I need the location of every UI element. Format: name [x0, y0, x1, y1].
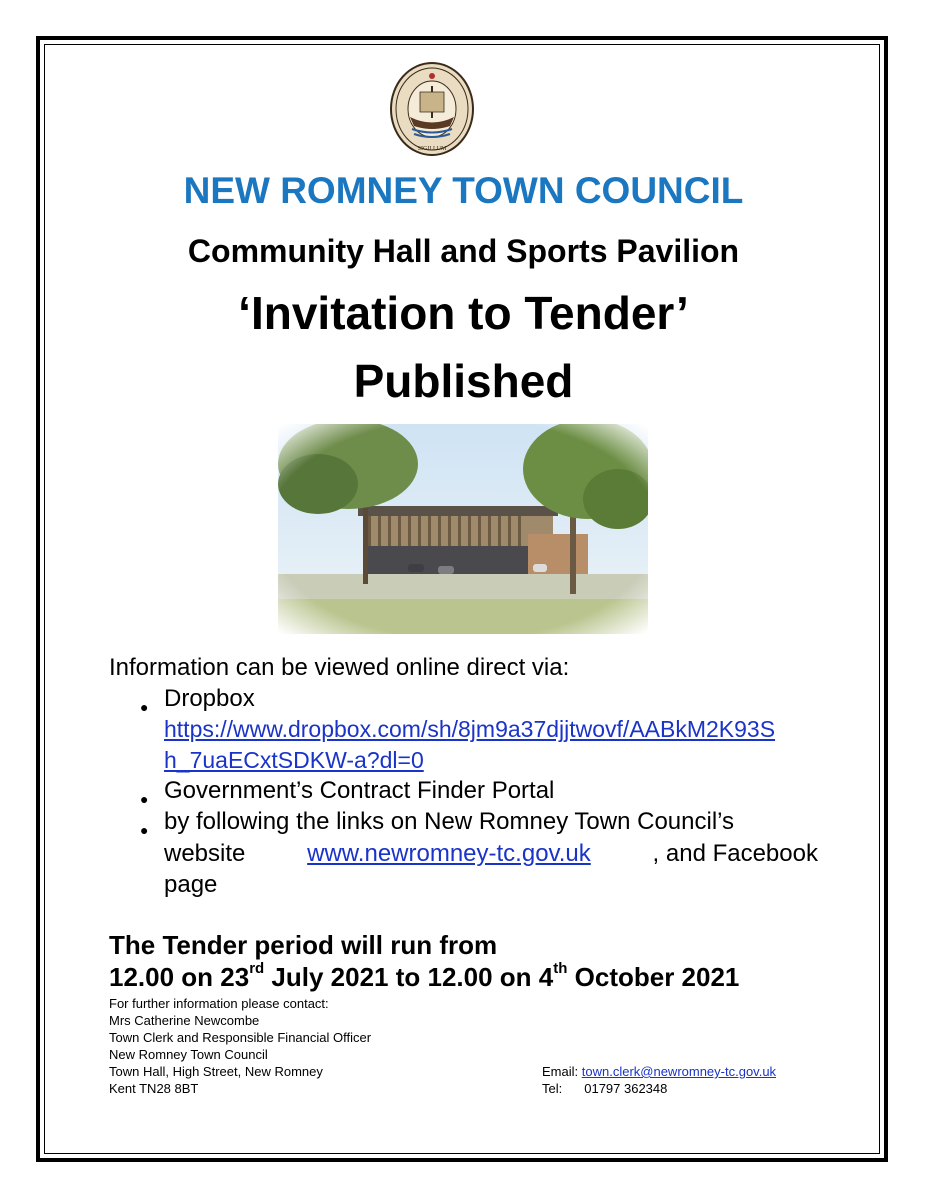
contact-address-line2: Kent TN28 8BT — [109, 1081, 199, 1096]
tel-label: Tel: — [542, 1081, 563, 1096]
dropbox-link[interactable]: https://www.dropbox.com/sh/8jm9a37djjtwovf/AABkM2K93S — [164, 716, 776, 742]
project-title: Community Hall and Sports Pavilion — [187, 233, 740, 269]
contact-organisation: New Romney Town Council — [109, 1047, 268, 1062]
council-website-link[interactable]: www.newromney-tc.gov.uk — [307, 840, 591, 867]
bullet-marker: ● — [140, 699, 149, 715]
links-item-line1: by following the links on New Romney Town Council’s — [164, 808, 735, 835]
links-item-line3: page — [164, 871, 218, 898]
links-item-line2 — [164, 838, 818, 869]
tender-start-rest: July 2021 to 12.00 on 4 — [264, 962, 554, 992]
and-facebook-text: , and Facebook — [652, 840, 818, 867]
svg-text:SIGILLUM: SIGILLUM — [417, 146, 447, 152]
contact-name: Mrs Catherine Newcombe — [109, 1013, 260, 1028]
contact-address-line1: Town Hall, High Street, New Romney — [109, 1064, 323, 1079]
email-label: Email: — [542, 1064, 579, 1079]
email-link[interactable]: town.clerk@newromney-tc.gov.uk — [581, 1064, 777, 1079]
website-word: website — [164, 840, 246, 867]
bullet-marker: ● — [140, 822, 149, 838]
dropbox-link-continued[interactable]: h_7uaECxtSDKW-a?dl=0 — [164, 747, 424, 773]
email-row — [542, 1063, 776, 1080]
headline-line1: ‘Invitation to Tender’ — [238, 287, 689, 339]
tender-period-dates — [109, 962, 739, 993]
contact-role: Town Clerk and Responsible Financial Officer — [109, 1030, 372, 1045]
tender-end-rest: October 2021 — [567, 962, 740, 992]
council-name: NEW ROMNEY TOWN COUNCIL — [183, 170, 744, 211]
ordinal-suffix: th — [553, 960, 568, 977]
contact-intro: For further information please contact: — [109, 996, 329, 1011]
tel-value: 01797 362348 — [584, 1081, 668, 1096]
dropbox-label: Dropbox — [164, 685, 255, 712]
bullet-marker: ● — [140, 791, 149, 807]
contact-details — [542, 1063, 776, 1097]
info-intro: Information can be viewed online direct via: — [109, 654, 570, 681]
ordinal-suffix: rd — [249, 960, 265, 977]
contact-block — [109, 995, 371, 1097]
contract-finder-item: Government’s Contract Finder Portal — [164, 777, 555, 804]
building-rendering-image — [278, 424, 648, 634]
tel-row — [542, 1080, 776, 1097]
town-seal-logo — [390, 62, 474, 156]
tender-period-heading: The Tender period will run from — [109, 930, 498, 960]
tender-start: 12.00 on 23 — [109, 962, 250, 992]
headline-line2: Published — [353, 355, 574, 407]
